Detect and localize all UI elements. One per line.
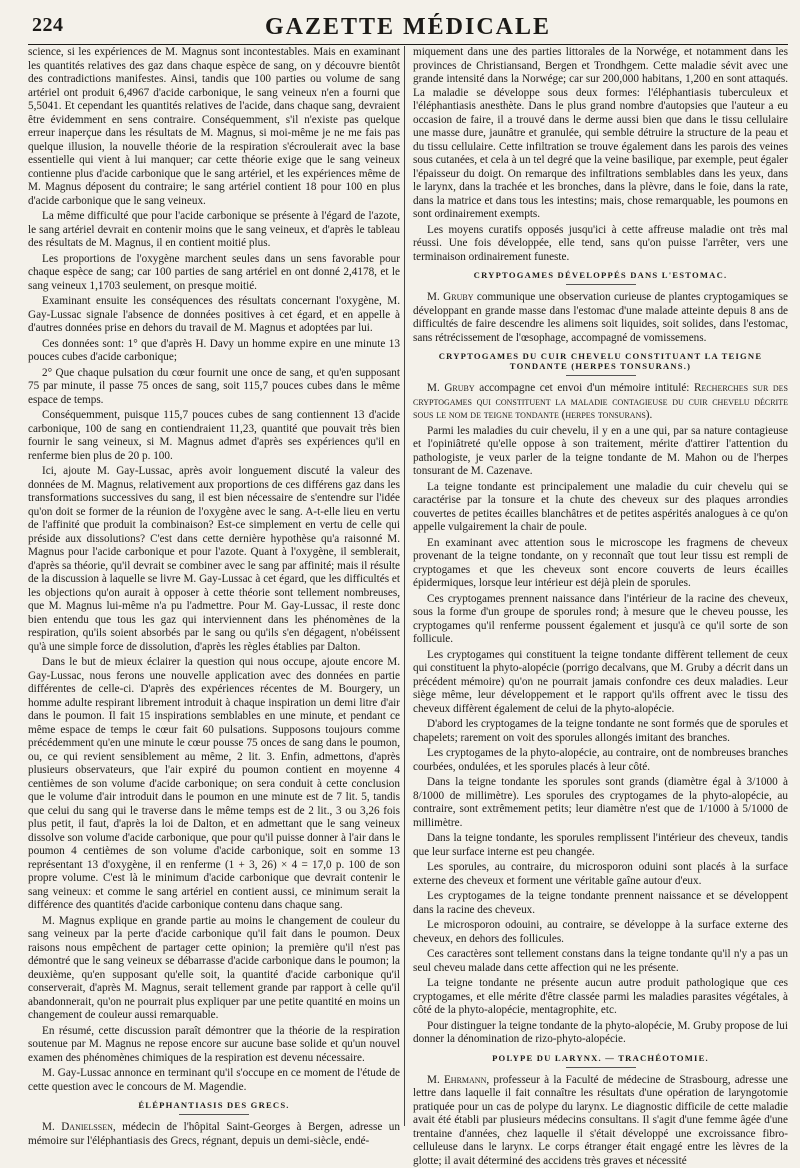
paragraph: Les moyens curatifs opposés jusqu'ici à cette affreuse maladie ont très mal réussi. Une fois développée, elle tend, sans qu'on puisse l'arrêter, vers une terminaison ordinairement funeste. bbox=[413, 224, 788, 265]
paragraph: Examinant ensuite les conséquences des résultats concernant l'oxygène, M. Gay-Lussac signale l'absence de données positives à cet égard, et en appelle à d'autres données prise en dehors du travail de M. Magnus et adoptées par lui. bbox=[28, 295, 400, 336]
left-column bbox=[28, 46, 400, 1126]
paragraph: Dans le but de mieux éclairer la question qui nous occupe, ajoute encore M. Gay-Lussac, nous ferons une nouvelle application avec des données en partie différentes de celle-ci. D'après des expériences récentes de M. Bourgery, un homme adulte respirant librement introduit à chaque inspiration un demi litre d'air dans le poumon. Il fait 15 inspirations semblables en une minute, et pendant ce même espace de temps le cœur fait 60 pulsations. Supposons toujours comme précédemment qu'en une minute le cœur pousse 75 onces de sang dans le poumon, ou, ce qui revient sensiblement au même, 2 lit. 3. Enfin, admettons, d'après plusieurs observateurs, que l'air expiré du poumon contient en moyenne 4 centièmes de son volume d'acide carbonique; on sera conduit à cette conclusion que le volume d'air introduit dans le poumon en une minute est de 7 lit. 5, tandis que celui du sang qui le traverse dans le même temps est de 2 lit., 3 ou 3,26 fois plus petit, il faut, d'après la loi de Dalton, et en admettant que le sang veineux dissolve son volume d'acide carbonique, que pour qu'il puisse donner à l'air dans le poumon 4 centièmes de son volume d'acide carbonique, soit en somme 13 représentant 13 d'oxygène, il en renferme (1 + 3, 26) × 4 = 17,0 p. 100 de son propre volume. C'est là le minimum d'acide carbonique que devrait contenir le sang veineux: et comme le sang artériel en contient aussi, ce minimum serait la différence des quantités d'acide carbonique contenu dans chaque sang. bbox=[28, 656, 400, 913]
right-column bbox=[404, 46, 788, 1126]
paragraph: 2° Que chaque pulsation du cœur fournit une once de sang, et qu'en supposant 75 par minute, il passe 75 onces de sang, soit 115,7 pouces cubes dans le même espace de temps. bbox=[28, 367, 400, 408]
section-title-cryptogames-estomac: CRYPTOGAMES DÉVELOPPÉS DANS L'ESTOMAC. bbox=[413, 270, 788, 285]
paragraph: D'abord les cryptogames de la teigne tondante ne sont formés que de sporules et chapelets; rarement on voit des sporules allongés imitant des branches. bbox=[413, 718, 788, 745]
paragraph: Parmi les maladies du cuir chevelu, il y en a une qui, par sa nature contagieuse et l'opiniâtreté qu'elle oppose à son traitement, mérite d'attirer l'attention du pathologiste, je veux parler de la teigne tondante de M. Mahon ou de l'herpes tonsurant de M. Cazenave. bbox=[413, 425, 788, 479]
paragraph-text: , médecin de l'hôpital Saint-Georges à Bergen, adresse un mémoire sur l'éléphantiasis des Grecs, régnant, depuis un demi-siècle, endé- bbox=[28, 1121, 400, 1147]
paragraph: M. Gay-Lussac annonce en terminant qu'il s'occupe en ce moment de l'étude de cette question avec le concours de M. Magendie. bbox=[28, 1067, 400, 1094]
journal-title: GAZETTE MÉDICALE bbox=[28, 14, 788, 41]
paragraph-ehrmann bbox=[413, 1074, 788, 1168]
paragraph-danielssen bbox=[28, 1121, 400, 1148]
paragraph: Ces caractères sont tellement constans dans la teigne tondante qu'il n'y a pas un seul cheveu malade dans cette affection qui ne les présente. bbox=[413, 948, 788, 975]
paragraph-gruby-memoire bbox=[413, 382, 788, 423]
author-name: M. Danielssen bbox=[42, 1121, 113, 1133]
paragraph: Ces cryptogames prennent naissance dans l'intérieur de la racine des cheveux, sous la forme d'un groupe de sporules rond; à mesure que le cheveu pousse, les cryptogames qu'il renferme poussent également et jusqu'à ce qu'il sorte de son follicule. bbox=[413, 593, 788, 647]
paragraph: Le microsporon odouini, au contraire, se développe à la surface externe des cheveux, en dehors des follicules. bbox=[413, 919, 788, 946]
paragraph: La même difficulté que pour l'acide carbonique se présente à l'égard de l'azote, le sang artériel devrait en contenir moins que le sang veineux, et d'après le tableau des résultats de M. Magnus, il en contient moitié plus. bbox=[28, 210, 400, 251]
paragraph: En examinant avec attention sous le microscope les fragmens de cheveux provenant de la teigne tondante, on y reconnaît que tout leur tissu est rempli de cryptogames et que les cheveux sont encore couverts de leurs écailles épidermiques, lorsque leur intérieur est déjà plein de sporules. bbox=[413, 537, 788, 591]
paragraph: La teigne tondante est principalement une maladie du cuir chevelu qui se caractérise par la tonsure et la chute des cheveux sur des plaques arrondies couvertes de petites écailles blanchâtres et de petites aspérités analogues à ce qu'on appelle vulgairement la chair de poule. bbox=[413, 481, 788, 535]
page-header bbox=[28, 0, 788, 46]
paragraph: Ici, ajoute M. Gay-Lussac, après avoir longuement discuté la valeur des données de M. Magnus, relativement aux proportions de ces différens gaz dans les transformations successives du sang, il est bien nécessaire de s'entendre sur l'idée qu'on doit se former de la réunion de l'oxygène avec le sang. A-t-elle lieu en vertu de l'affinité que produit la combinaison? Est-ce simplement en vertu de celle qui préside aux dissolutions? C'est dans cette dernière hypothèse qu'a raisonné M. Magnus pour l'acide carbonique et pour l'azote. Quant à l'oxygène, il semblerait, d'après sa théorie, qu'il devrait se combiner avec le sang par affinité; mais il résulte de la discussion à laquelle se livre M. Gay-Lussac à cet égard, que les difficultés et les objections qu'on aurait à opposer à cette théorie sont tellement nombreuses, que M. Magnus lui-même n'a pu l'admettre. Pour M. Gay-Lussac, il reste donc bien entendu que tous les gaz qui interviennent dans les phénomènes de la respiration, qu'ils soient absorbés par le sang ou qu'ils s'en dégagent, n'obéissent qu'à une simple force de dissolution, d'après les règles établies par Dalton. bbox=[28, 465, 400, 654]
paragraph-text: communique une observation curieuse de plantes cryptogamiques se développant en grande masse dans l'estomac d'une malade atteinte depuis 8 ans de difficultés de faire descendre les alimens soit liquides, soit solides, dans l'estomac, sans rétrécissement de l'œsophage, accompagné de vomissemens. bbox=[413, 291, 788, 344]
paragraph: La teigne tondante ne présente aucun autre produit pathologique que ces cryptogames, et elle mérite d'être classée parmi les maladies parasites végétales, à côté de la phyto-alopécie, mentagrophite, etc. bbox=[413, 977, 788, 1018]
section-title-teigne-tondante: CRYPTOGAMES DU CUIR CHEVELU CONSTITUANT LA TEIGNE TONDANTE (HERPES TONSURANS.) bbox=[413, 351, 788, 376]
paragraph: Ces données sont: 1° que d'après H. Davy un homme expire en une minute 13 pouces cubes d'acide carbonique; bbox=[28, 338, 400, 365]
header-rule bbox=[28, 44, 788, 45]
paragraph: Les sporules, au contraire, du microsporon oduini sont placés à la surface externe des cheveux et forment une véritable gaîne autour d'eux. bbox=[413, 861, 788, 888]
memoir-title: Recherches sur des cryptogames qui constituent la maladie contagieuse du cuir chevelu décrite sous le nom de teigne tondante (herpes tonsurans). bbox=[413, 382, 788, 421]
paragraph: Dans la teigne tondante les sporules sont grands (diamètre égal à 3/1000 à 8/1000 de millimètre). Les sporules des cryptogames de la phyto-alopécie, au contraire, sont extrêmement petits; leur diamètre n'est que de 1/1000 à 5/1000 de millimètre. bbox=[413, 776, 788, 830]
paragraph: Conséquemment, puisque 115,7 pouces cubes de sang contiennent 13 d'acide carbonique, 100 de sang en contiendraient 11,23, quantité que pouvait très bien fournir le sang veineux, si M. Magnus admet d'après ses expériences qu'il en renferme bien plus de 20 p. 100. bbox=[28, 409, 400, 463]
author-name: M. Gruby bbox=[427, 382, 475, 394]
paragraph: Dans la teigne tondante, les sporules remplissent l'intérieur des cheveux, tandis que leur surface interne est peu changée. bbox=[413, 832, 788, 859]
paragraph-text: , professeur à la Faculté de médecine de Strasbourg, adresse une lettre dans laquelle il fait connaître les résultats d'une opération de laryngotomie pratiquée pour un cas de polype du larynx. Le diagnostic difficile de cette maladie avait été établi par plusieurs médecins consultans. Il s'agit d'une femme âgée d'une trentaine d'années, chez laquelle il s'était développé une excroissance fibro-celluleuse dans le larynx. Le corps étranger était engagé entre les lèvres de la glotte; il avait déterminé des accidens très graves et nécessité bbox=[413, 1074, 788, 1167]
author-name: M. Ehrmann bbox=[427, 1074, 486, 1086]
paragraph: miquement dans une des parties littorales de la Norwége, et notamment dans les provinces de Christiansand, Bergen et Trondhgem. Cette maladie sévit avec une grande intensité dans la Norwége; car sur 200,000 habitans, 1,200 en sont attaqués. La maladie se développe sous deux formes: l'éléphantiasis tuberculeux et l'éléphantiasis anesthète. Dans le plus grand nombre d'autopsies que l'auteur a eu occasion de faire, il a trouvé dans le derme aussi bien que dans le tissu cellulaire une masse dure, jaunâtre et granulée, qui semble détruire la structure de la peau et du tissu cellulaire. Cette infiltration se trouve également dans les parois des veines sous cutanées, et cela à un tel degré que la veine basilique, par exemple, peut égaler l'épaisseur du doigt. On remarque des infiltrations semblables dans les yeux, dans le larynx, dans la trachée et les bronches, dans la plèvre, dans le foie, dans la rate, dans la matrice et dans tous les intestins; mais, chose remarquable, les poumons en sont ordinairement exempts. bbox=[413, 46, 788, 222]
paragraph: Les cryptogames de la teigne tondante prennent naissance et se développent dans la racine des cheveux. bbox=[413, 890, 788, 917]
paragraph: M. Magnus explique en grande partie au moins le changement de couleur du sang veineux par la perte d'acide carbonique qu'il fait dans le poumon. Deux raisons nous empêchent de partager cette opinion; la première qu'il n'est pas démontré que le sang veineux se débarrasse d'acide carbonique dans le poumon; la deuxième, qu'en supposant qu'elle soit, la quantité d'acide carbonique qu'il conserverait, d'après M. Magnus, serait tellement grande par rapport à celle qu'il abandonnerait, qu'on ne pourrait plus expliquer par une petite quantité en moins un changement de couleur aussi remarquable. bbox=[28, 915, 400, 1023]
page-number: 224 bbox=[32, 14, 64, 37]
paragraph: Pour distinguer la teigne tondante de la phyto-alopécie, M. Gruby propose de lui donner la dénomination de rizo-phyto-alopécie. bbox=[413, 1020, 788, 1047]
paragraph: science, si les expériences de M. Magnus sont incontestables. Mais en examinant les quantités relatives des gaz dans chaque espèce de sang, on y découvre bientôt des contradictions manifestes. Ainsi, tandis que 100 parties ou volume de sang artériel ont produit 6,4967 d'acide carbonique, le sang veineux n'en a fourni que 5,5041. Et cependant les quantités relatives de l'acide, dans chaque sang, devraient être évidemment en sens contraire. Conséquemment, s'il n'existe pas quelque erreur inaperçue dans les résultats de M. Magnus, si moi-même je ne me fais pas quelque illusion, la nouvelle théorie de la respiration s'écroulerait avec la base essentielle qui vient à lui manquer; car cette théorie exige que le sang veineux contienne plus d'acide carbonique que le sang artériel, et les expériences même de M. Magnus déposent du contraire; le sang artériel contient 18 pour 100 en plus d'acide carbonique que le sang veineux. bbox=[28, 46, 400, 208]
paragraph: Les cryptogames qui constituent la teigne tondante diffèrent tellement de ceux qui constituent la phyto-alopécie (porrigo decalvans, que M. Gruby a décrit dans un précédent mémoire) qu'on ne pourrait jamais confondre ces deux maladies. Leur siège même, leur développement et le rapport qu'ils offrent avec le tissu des cheveux diffèrent également de celui de la phyto-alopécie. bbox=[413, 649, 788, 717]
author-name: M. Gruby bbox=[427, 291, 473, 303]
paragraph-gruby-estomac bbox=[413, 291, 788, 345]
paragraph: Les cryptogames de la phyto-alopécie, au contraire, ont de nombreuses branches courbées, ondulées, et les sporules placés à leur côté. bbox=[413, 747, 788, 774]
paragraph: Les proportions de l'oxygène marchent seules dans un sens favorable pour chaque espèce de sang; car 100 parties de sang artériel en ont donné 2,4178, et le sang veineux 1,1703 seulement, on presque moitié. bbox=[28, 253, 400, 294]
article-columns bbox=[28, 46, 788, 1126]
section-title-polype-larynx: POLYPE DU LARYNX. — TRACHÉOTOMIE. bbox=[413, 1053, 788, 1068]
paragraph: En résumé, cette discussion paraît démontrer que la théorie de la respiration soutenue par M. Magnus ne repose encore sur aucune base solide et qu'un nouvel examen des phénomènes chimiques de la respiration est devenu nécessaire. bbox=[28, 1025, 400, 1066]
section-title-elephantiasis: ÉLÉPHANTIASIS DES GRECS. bbox=[28, 1100, 400, 1115]
paragraph-text: accompagne cet envoi d'un mémoire intitulé: bbox=[475, 382, 694, 394]
